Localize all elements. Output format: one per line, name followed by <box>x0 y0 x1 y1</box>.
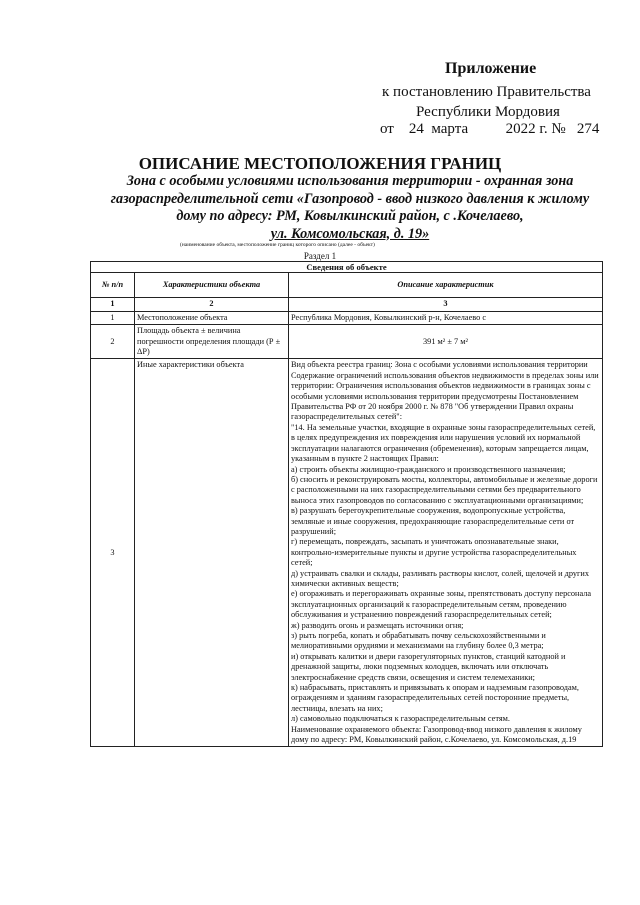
table-caption: Сведения об объекте <box>91 262 603 273</box>
description-paragraph: Содержание ограничений использования объектов недвижимости в пределах зоны или территории: Ограничения использования объектов недвижимости в границах зоны с особыми условиями использования территории предусмотрены Постановлением Правительства РФ от 20 ноября 2000 г. № 878 "Об утверждении Правил охраны газораспределительных сетей": <box>291 370 599 422</box>
description-paragraph: "14. На земельные участки, входящие в охранные зоны газораспределительных сетей, в целях предупреждения их повреждения или нарушения условий их нормальной эксплуатации налагаются ограничения (обременения), которым запрещается лицам, указанным в пункте 2 настоящих Правил: <box>291 422 596 464</box>
row-description <box>289 359 603 747</box>
object-caption: (наименование объекта, местоположение границ которого описано (далее - объект) <box>180 242 375 248</box>
table-row <box>91 311 603 324</box>
object-info-table <box>90 261 603 747</box>
table-caption-row <box>91 262 603 273</box>
subtitle-line: Зона с особыми условиями использования территории - охранная зона <box>126 173 574 189</box>
header-characteristic: Характеристики объекта <box>135 273 289 298</box>
row-description: 391 м² ± 7 м² <box>289 325 603 359</box>
description-paragraph: а) строить объекты жилищно-гражданского и производственного назначения; <box>291 464 566 474</box>
description-paragraph: к) набрасывать, приставлять и привязывать к опорам и надземным газопроводам, ограждениям и зданиям газораспределительных сетей посторонние предметы, лестницы, влезать на них; <box>291 683 579 713</box>
description-paragraph: Наименование охраняемого объекта: Газопровод-ввод низкого давления к жилому дому по адресу: РМ, Ковылкинский район, с.Кочелаево, ул. Комсомольская, д.19 <box>291 724 582 745</box>
row-characteristic: Площадь объекта ± величина погрешности определения площади (Р ± ΔР) <box>135 325 289 359</box>
header-num: № п/п <box>91 273 135 298</box>
row-description: Республика Мордовия, Ковылкинский р-н, Кочелаево с <box>289 311 603 324</box>
column-number-row <box>91 298 603 311</box>
description-paragraph: и) открывать калитки и двери газорегуляторных пунктов, станций катодной и дренажной защиты, люки подземных колодцев, включать или отключать электроснабжение средств связи, освещения и систем телемеханики; <box>291 651 566 682</box>
table-header-row <box>91 273 603 298</box>
row-characteristic: Местоположение объекта <box>135 311 289 324</box>
description-paragraph: е) огораживать и перегораживать охранные зоны, препятствовать доступу персонала эксплуатационных организаций к газораспределительным сетям, проведению обслуживания и устранению повреждений газораспределительных сетей; <box>291 589 592 620</box>
appendix-decree-line: к постановлению Правительства <box>382 84 591 100</box>
description-paragraph: в) разрушать берегоукрепительные сооружения, водопропускные устройства, земляные и иные сооружения, предохраняющие газораспределительные сети от разрушений; <box>291 506 575 536</box>
document-subtitle <box>90 173 610 243</box>
column-number: 1 <box>91 298 135 311</box>
description-paragraph: л) самовольно подключаться к газораспределительным сетям. <box>291 714 511 724</box>
description-paragraph: Вид объекта реестра границ: Зона с особыми условиями использования территории <box>291 360 588 370</box>
table-row <box>91 359 603 747</box>
description-paragraph: д) устраивать свалки и склады, разливать растворы кислот, солей, щелочей и других химически активных веществ; <box>291 568 590 588</box>
subtitle-line: ул. Комсомольская, д. 19» <box>270 225 430 242</box>
row-number: 2 <box>91 325 135 359</box>
table-row <box>91 325 603 359</box>
section-title: Раздел 1 <box>303 251 337 261</box>
subtitle-line: газораспределительной сети «Газопровод - ввод низкого давления к жилому <box>110 190 590 207</box>
description-paragraph: з) рыть погреба, копать и обрабатывать почву сельскохозяйственными и мелиоративными орудиями и механизмами на глубину более 0,3 метра; <box>291 631 546 651</box>
appendix-title: Приложение <box>445 60 537 77</box>
description-paragraph: ж) разводить огонь и размещать источники огня; <box>291 620 464 630</box>
appendix-date-number-line: от 24 марта 2022 г. № 274 <box>380 121 600 137</box>
subtitle-line: дому по адресу: РМ, Ковылкинский район, с .Кочелаево, <box>176 208 524 224</box>
header-description: Описание характеристик <box>289 273 603 298</box>
description-paragraph: б) сносить и реконструировать мосты, коллекторы, автомобильные и железные дороги с расположенными на них газораспределительными сетями без предварительного выноса этих газопроводов по согласованию с эксплуатационными организациями; <box>291 474 598 505</box>
description-paragraph: г) перемещать, повреждать, засыпать и уничтожать опознавательные знаки, контрольно-измерительные пункты и другие устройства газораспределительных сетей; <box>291 537 577 568</box>
row-characteristic: Иные характеристики объекта <box>135 359 289 747</box>
column-number: 3 <box>289 298 603 311</box>
row-number: 1 <box>91 311 135 324</box>
document-title: ОПИСАНИЕ МЕСТОПОЛОЖЕНИЯ ГРАНИЦ <box>138 154 502 173</box>
column-number: 2 <box>135 298 289 311</box>
appendix-republic-line: Республики Мордовия <box>416 104 560 120</box>
row-number: 3 <box>91 359 135 747</box>
